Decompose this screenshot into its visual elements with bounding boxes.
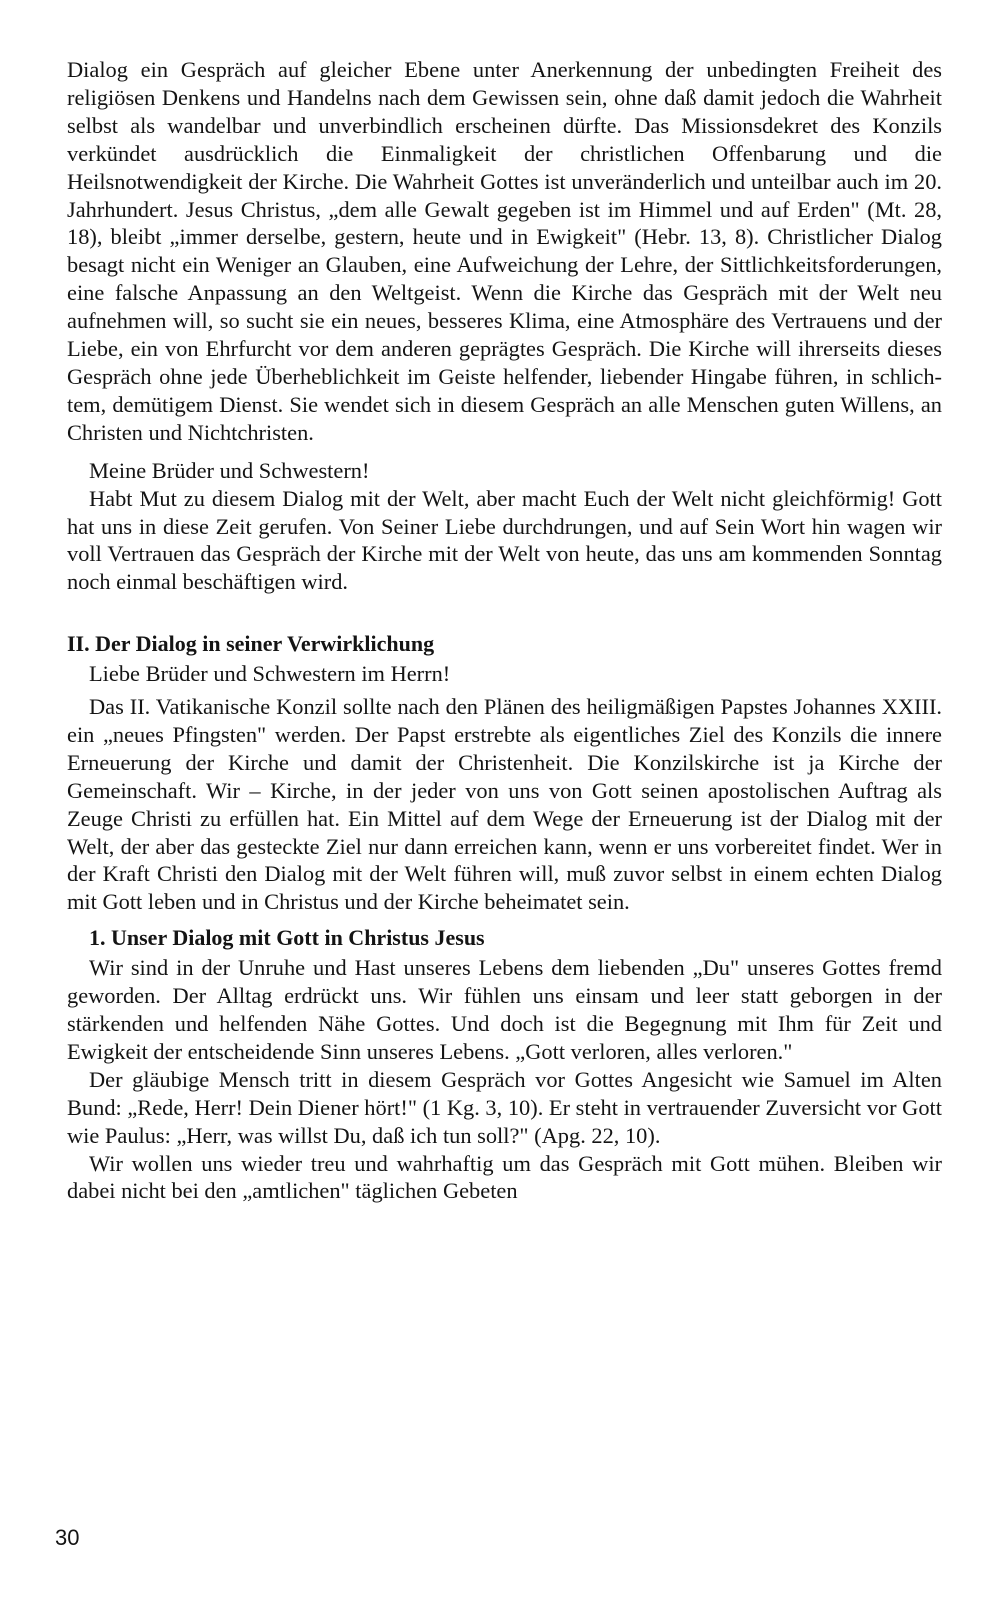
paragraph-courage: Habt Mut zu diesem Dialog mit der Welt, aber macht Euch der Welt nicht gleichförmig! Gott hat uns in diese Zeit gerufen. Von Seiner Liebe durchdrungen, und auf Sein Wort hin wagen wir voll Vertrauen das Gespräch der Kirche mit der Welt von heute, das uns am kommenden Sonntag noch einmal beschäftigen wird. [67,485,942,595]
paragraph-salutation-2: Liebe Brüder und Schwestern im Herrn! [89,661,451,687]
paragraph-believer: Der gläubige Mensch tritt in diesem Gespräch vor Gottes Angesicht wie Samuel im Alten Bund: „Rede, Herr! Dein Diener hört!" (1 Kg. 3, 10). Er steht in vertrauender Zuversicht vor Gott wie Paulus: „Herr, was willst Du, daß ich tun soll?" (Apg. 22, 10). [67,1066,942,1148]
paragraph-prayer: Wir wollen uns wieder treu und wahrhaftig um das Gespräch mit Gott mühen. Bleiben wir dabei nicht bei den „amtlichen" täglichen Gebeten [67,1150,942,1204]
paragraph-unrest: Wir sind in der Unruhe und Hast unseres Lebens dem liebenden „Du" unseres Gottes fremd geworden. Der Alltag erdrückt uns. Wir fühlen uns einsam und leer statt geborgen in der stärkenden und helfenden Nähe Gottes. Und doch ist die Begegnung mit Ihm für Zeit und Ewigkeit der entscheidende Sinn unseres Lebens. „Gott verloren, alles verloren." [67,955,942,1064]
section-heading: II. Der Dialog in seiner Verwirklichung [67,631,435,657]
paragraph-dialog-truth: Dialog ein Gespräch auf gleicher Ebene unter Anerkennung der unbedingten Freiheit des religiösen Denkens und Handelns nach dem Gewissen sein, ohne daß damit jedoch die Wahrheit selbst als wandelbar und unverbindlich erscheinen dürfte. Das Missionsdekret des Konzils verkündet ausdrücklich die Einmaligkeit der christlichen Offenbarung und die Heilsnotwendigkeit der Kirche. Die Wahrheit Gottes ist unveränderlich und unteilbar auch im 20. Jahrhundert. Jesus Christus, „dem alle Gewalt gegeben ist im Himmel und auf Erden" (Mt. 28, 18), bleibt „immer derselbe, gestern, heute und in Ewigkeit" (Hebr. 13, 8). Christlicher Dialog besagt nicht ein Weniger an Glauben, eine Aufweichung der Lehre, der Sittlichkeitsforderungen, eine falsche Anpassung an den Weltgeist. Wenn die Kirche das Gespräch mit der Welt neu aufnehmen will, so sucht sie ein neues, besseres Klima, eine Atmosphäre des Vertrauens und der Liebe, ein von Ehrfurcht vor dem anderen geprägtes Gespräch. Die Kirche will ihrerseits dieses Gespräch ohne jede Überheblichkeit im Geiste helfender, liebender Hingabe führen, in schlichtem, demütigem Dienst. Sie wendet sich in diesem Gespräch an alle Menschen guten Willens, an Christen und Nichtchristen. [67,57,942,445]
page-body [67,56,942,1205]
paragraph-salutation-1: Meine Brüder und Schwestern! [89,457,370,483]
paragraph-council: Das II. Vatikanische Konzil sollte nach den Plänen des heiligmäßigen Papstes Johannes XXIII. ein „neues Pfingsten" werden. Der Papst erstrebte als eigentliches Ziel des Konzils die innere Erneuerung der Kirche und damit der Christenheit. Die Konzilskirche ist ja Kirche der Gemeinschaft. Wir – Kirche, in der jeder von uns von Gott seinen apostolischen Auftrag als Zeuge Christi zu erfüllen hat. Ein Mittel auf dem Wege der Erneuerung ist der Dialog mit der Welt, der aber das gesteckte Ziel nur dann erreichen kann, wenn er uns vorbereitet findet. Wer in der Kraft Christi den Dialog mit der Welt führen will, muß zuvor selbst in einem echten Dialog mit Gott leben und in Christus und der Kirche beheimatet sein. [67,694,942,915]
subsection-heading: 1. Unser Dialog mit Gott in Christus Jesus [89,925,485,951]
page-number: 30 [55,1525,80,1550]
